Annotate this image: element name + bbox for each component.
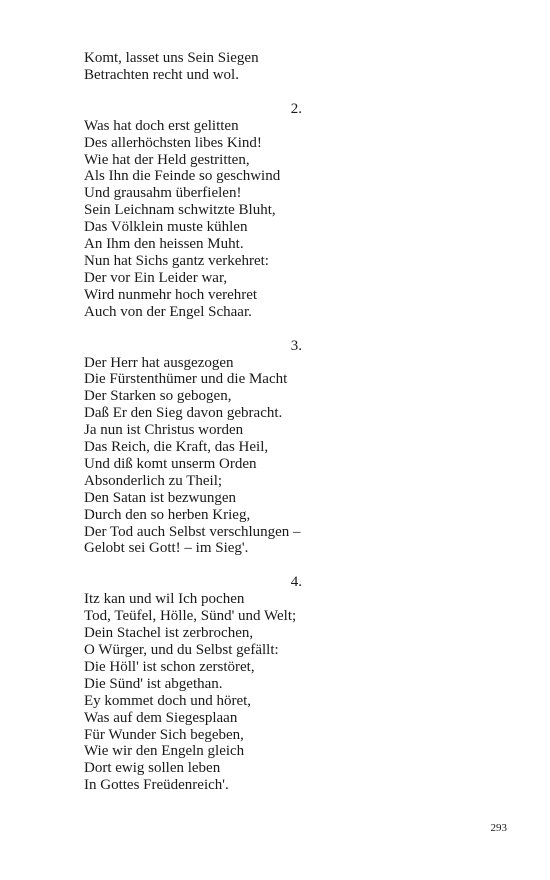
verse-line: Durch den so herben Krieg,	[84, 506, 251, 523]
verse-line: Der vor Ein Leider war,	[84, 269, 228, 286]
verse-line: Wie wir den Engeln gleich	[84, 743, 245, 760]
verse-line: In Gottes Freüdenreich'.	[84, 777, 229, 794]
verse-line: Das Reich, die Kraft, das Heil,	[84, 439, 269, 456]
verse-line: Auch von der Engel Schaar.	[84, 303, 252, 320]
verse-line: An Ihm den heissen Muht.	[84, 236, 244, 253]
verse-line: Wie hat der Held gestritten,	[84, 151, 250, 168]
stanza-4	[84, 574, 304, 794]
stanza-number: 2.	[290, 100, 302, 117]
verse-line: Die Sünd' ist abgethan.	[84, 675, 223, 692]
verse-line: Was hat doch erst gelitten	[84, 117, 239, 134]
verse-line: Die Höll' ist schon zerstöret,	[84, 658, 255, 675]
verse-line: Absonderlich zu Theil;	[84, 472, 223, 489]
verse-line: Das Völklein muste kühlen	[84, 219, 248, 236]
intro-lines	[84, 50, 304, 84]
verse-line: Itz kan und wil Ich pochen	[84, 591, 245, 608]
verse-line: Gelobt sei Gott! – im Sieg'.	[84, 540, 249, 557]
verse-line: Dein Stachel ist zerbrochen,	[84, 625, 254, 642]
verse-line: Daß Er den Sieg davon gebracht.	[84, 405, 283, 422]
poem	[84, 50, 304, 794]
verse-line: Dort ewig sollen leben	[84, 760, 221, 777]
verse-line: Der Tod auch Selbst verschlungen –	[84, 523, 301, 540]
verse-line: Des allerhöchsten libes Kind!	[84, 134, 262, 151]
verse-line: Der Herr hat ausgezogen	[84, 354, 234, 371]
verse-line: Sein Leichnam schwitzte Bluht,	[84, 202, 276, 219]
verse-line: Tod, Teüfel, Hölle, Sünd' und Welt;	[84, 608, 297, 625]
verse-line: Und diß komt unserm Orden	[84, 455, 257, 472]
stanza-number: 4.	[290, 574, 302, 591]
verse-line: Wird nunmehr hoch verehret	[84, 286, 258, 303]
verse-line: Die Fürstenthümer und die Macht	[84, 371, 288, 388]
verse-line: Als Ihn die Feinde so geschwind	[84, 168, 281, 185]
page-number: 293	[490, 822, 507, 834]
verse-line: Der Starken so gebogen,	[84, 388, 232, 405]
verse-line: Und grausahm überfielen!	[84, 185, 242, 202]
verse-line: Betrachten recht und wol.	[84, 66, 239, 83]
verse-line: Was auf dem Siegesplaan	[84, 709, 238, 726]
verse-line: Ja nun ist Christus worden	[84, 422, 244, 439]
verse-line: Komt, lasset uns Sein Siegen	[84, 50, 259, 66]
stanza-2	[84, 101, 304, 321]
verse-line: Ey kommet doch und höret,	[84, 692, 252, 709]
stanza-number: 3.	[290, 337, 302, 354]
verse-line: Nun hat Sichs gantz verkehret:	[84, 252, 269, 269]
verse-line: O Würger, und du Selbst gefällt:	[84, 642, 279, 658]
verse-line: Für Wunder Sich begeben,	[84, 726, 244, 743]
verse-line: Den Satan ist bezwungen	[84, 489, 237, 506]
stanza-3	[84, 338, 304, 558]
